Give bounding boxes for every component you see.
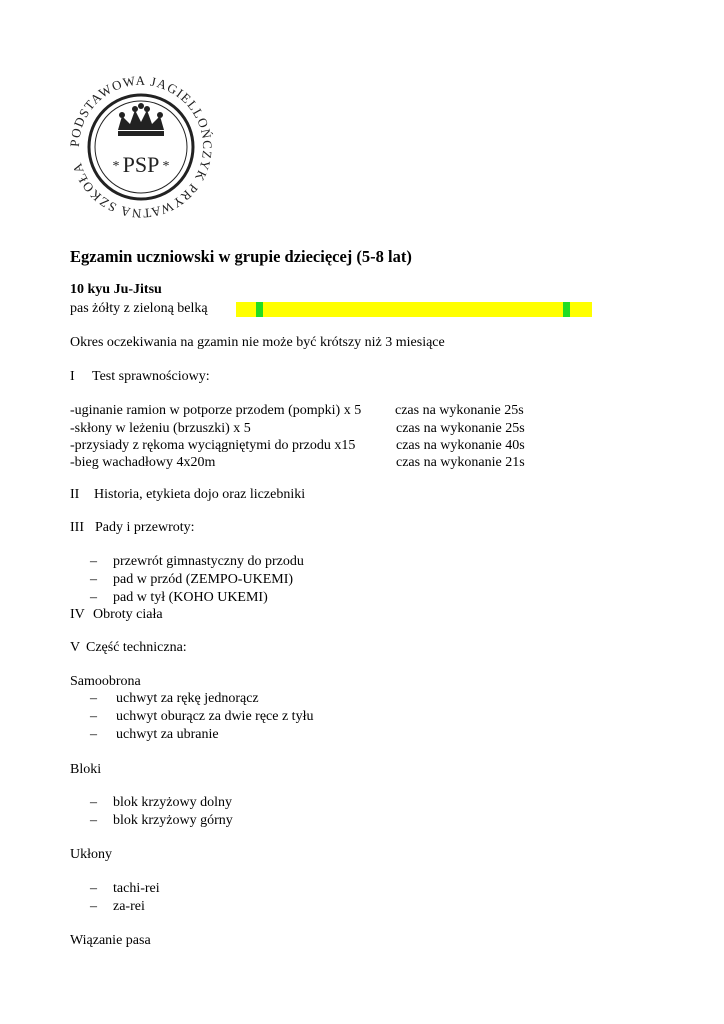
section-2-number: II (70, 487, 80, 502)
list-item: przewrót gimnastyczny do przodu (113, 554, 304, 569)
belt-description: pas żółty z zieloną belką (70, 301, 208, 316)
uklony-heading: Ukłony (70, 847, 112, 862)
exercise-3: -przysiady z rękoma wyciągniętymi do przodu x15 (70, 438, 356, 453)
bullet-dash: – (90, 554, 97, 569)
bullet-dash: – (90, 881, 97, 896)
crown-icon (118, 103, 164, 136)
list-item: pad w tył (KOHO UKEMI) (113, 590, 268, 605)
list-item: uchwyt za rękę jednorącz (116, 691, 259, 706)
exercise-4: -bieg wachadłowy 4x20m (70, 455, 216, 470)
section-2-title: Historia, etykieta dojo oraz liczebniki (94, 487, 306, 502)
bullet-dash: – (90, 813, 97, 828)
section-3-title: Pady i przewroty: (95, 520, 195, 535)
bullet-dash: – (90, 709, 97, 724)
bullet-dash: – (90, 590, 97, 605)
bullet-dash: – (90, 572, 97, 587)
bullet-dash: – (90, 899, 97, 914)
samoobrona-heading: Samoobrona (70, 674, 141, 689)
list-item: uchwyt za ubranie (116, 727, 219, 742)
bloki-heading: Bloki (70, 762, 102, 777)
exercise-2: -skłony w leżeniu (brzuszki) x 5 (70, 421, 251, 436)
bullet-dash: – (90, 691, 97, 706)
section-5-number: V (70, 640, 81, 655)
section-5-title: Część techniczna: (86, 640, 187, 655)
page-title: Egzamin uczniowski w grupie dziecięcej (5-8 lat) (70, 247, 412, 266)
bullet-dash: – (90, 727, 97, 742)
section-1-title: Test sprawnościowy: (92, 369, 210, 384)
logo-star-right: * (162, 159, 170, 174)
belt-graphic (236, 302, 592, 317)
exercise-3-time: czas na wykonanie 40s (396, 438, 525, 453)
belt-stripe-left (256, 302, 263, 317)
bullet-dash: – (90, 795, 97, 810)
exercise-2-time: czas na wykonanie 25s (396, 421, 525, 436)
list-item: blok krzyżowy dolny (113, 795, 232, 810)
logo-monogram: PSP (122, 152, 160, 177)
exercise-1-time: czas na wykonanie 25s (395, 403, 524, 418)
list-item: pad w przód (ZEMPO-UKEMI) (113, 572, 294, 587)
waiting-period: Okres oczekiwania na gzamin nie może być krótszy niż 3 miesiące (70, 335, 445, 350)
list-item: za-rei (113, 899, 145, 914)
belt-tying-heading: Wiązanie pasa (70, 933, 151, 948)
section-4-title: Obroty ciała (93, 607, 163, 622)
logo-arc-text: PODSTAWOWA JAGIELLOŃCZYK PRYWATNA SZKOŁA (66, 72, 216, 222)
section-3-number: III (70, 520, 84, 535)
rank-heading: 10 kyu Ju-Jitsu (70, 282, 162, 297)
belt-stripe-right (563, 302, 570, 317)
exercise-1: -uginanie ramion w potporze przodem (pompki) x 5 (70, 403, 362, 418)
exercise-4-time: czas na wykonanie 21s (396, 455, 525, 470)
list-item: uchwyt oburącz za dwie ręce z tyłu (116, 709, 314, 724)
list-item: tachi-rei (113, 881, 160, 896)
list-item: blok krzyżowy górny (113, 813, 233, 828)
logo-star-left: * (112, 159, 120, 174)
school-logo (66, 72, 216, 222)
section-4-number: IV (70, 607, 85, 622)
section-1-number: I (70, 369, 75, 384)
